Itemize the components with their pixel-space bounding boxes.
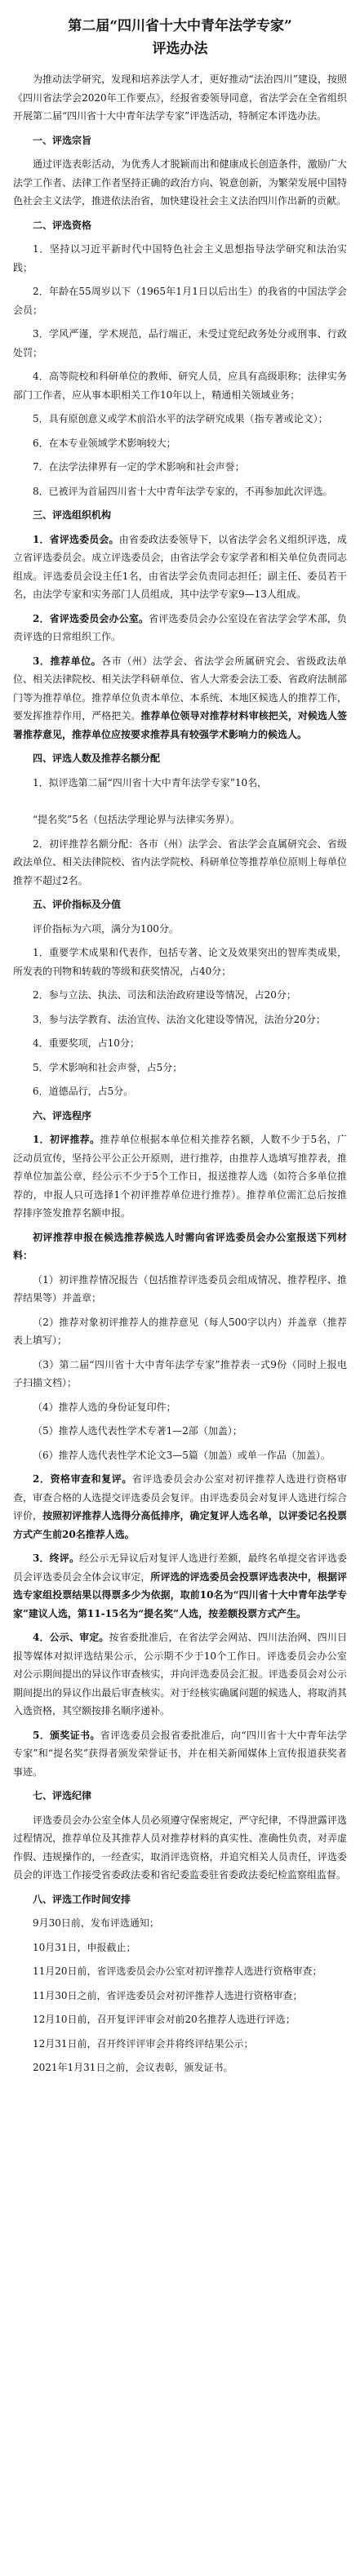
section-6-para-2-lead: 2．资格审查和复评。 bbox=[33, 1473, 132, 1485]
section-6-list-item: （6）推荐人选代表性学术论文3—5篇（加盖）或单一作品（加盖）。 bbox=[33, 1449, 331, 1461]
section-4-heading: 四、评选人数及推荐名额分配 bbox=[33, 753, 161, 764]
section-5-item: 5．学术影响和社会声誉，占5分； bbox=[33, 1061, 183, 1073]
section-6-para-3-text: 经公示无异议后对复评人选进行差额，最终名单提交省评选委员会评选委员会全体会议审定， bbox=[13, 1552, 347, 1583]
section-6-para-3-bold-text: 所评选的评选委员会投票评选表决中，根据评选专家组投票结果以得票多少为依据，取前10名为“四川省十大中青年法学专家”建议人选，第11-15名为“提名奖”人选，按差额投票方式产生。 bbox=[13, 1570, 347, 1619]
section-6-para-1-lead: 1．初评推荐。 bbox=[33, 1134, 100, 1145]
section-5-item: 1．重要学术成果和代表作，包括专著、论文及效果突出的智库类成果，所发表的刊物和转载的等级和获奖情况，占40分； bbox=[13, 947, 347, 977]
section-3-para-2-text: 省评选委员会办公室设在省法学会学术部，负责评选的日常组织工作。 bbox=[13, 612, 347, 642]
section-6-para-3-lead: 3．终评。 bbox=[33, 1552, 80, 1564]
section-6-para-5 bbox=[13, 1726, 347, 1782]
schedule-item: 9月30日前，发布评选通知； bbox=[33, 1917, 159, 1929]
section-6-note bbox=[13, 1228, 347, 1265]
schedule-item: 12月10日前，召开复评评审会对前20名推荐人选进行评选； bbox=[33, 2014, 296, 2025]
section-4-para-1b: “提名奖”5名（包括法学理论界与法律实务界）。 bbox=[33, 814, 240, 825]
section-3-para-1-text-b: 成立评选委员会，由省法学会专家学者和相关单位负责同志组成。评选委员会设主任1名，由省法学会负责同志担任；副主任、委员若干名，由法学专家和实务部门人员组成，其中法学专家9—13人组成。 bbox=[13, 552, 347, 600]
section-2-item: 1．坚持以习近平新时代中国特色社会主义思想指导法学研究和法治实践； bbox=[13, 243, 347, 273]
section-6-para-5-text: 省评选委员会报省委批准后，向“四川省十大中青年法学专家”和“提名奖”获得者颁发荣誉证书，并在相关新闻媒体上宣传报道获奖者事迹。 bbox=[13, 1729, 348, 1778]
section-5-heading: 五、评价指标及分值 bbox=[33, 899, 122, 910]
section-6-para-2 bbox=[13, 1470, 347, 1543]
section-5-item: 3．参与法学教育、法治宣传、法治文化建设等情况，法治分20分； bbox=[33, 1013, 326, 1025]
section-6-para-4 bbox=[13, 1628, 347, 1721]
section-3-para-3 bbox=[13, 652, 347, 744]
section-6-para-1 bbox=[13, 1130, 347, 1223]
section-3-para-2-lead: 2．省评选委员会办公室。 bbox=[33, 612, 149, 624]
section-7-text: 评选委员会办公室全体人员必须遵守保密规定，严守纪律，不得泄露评选过程情况，推荐单位及其推荐人员对推荐材料的真实性、准确性负责，对弄虚作假、违规操作的，一经查实，取消评选资格，并追究相关人员责任，评选委员会的评选工作接受省委政法委和省纪委监委驻省委政法委纪检监察组监督。 bbox=[13, 1814, 347, 1881]
title-line-2: 评选办法 bbox=[152, 41, 208, 57]
section-4-para-2: 2．初评推荐名额分配：各市（州）法学会、省法学会直属研究会、省级政法单位、相关法律院校、省内法学院校、科研单位等推荐单位原则上每单位推荐不超过2名。 bbox=[13, 837, 347, 886]
section-6-para-4-text: 按省委批准后，在省法学会网站、四川法治网、四川日报等媒体对拟评选结果公示，公示期不少于10个工作日。评选委员会办公室对公示期间提出的异议作审查核实，并向评选委员会汇报。评选委员会对公示期间提出的异议作出最后审查核实。对于经核实确属问题的候选人，将取消其入选资格，其空额按排名顺序递补。 bbox=[13, 1632, 347, 1717]
section-3-heading: 三、评选组织机构 bbox=[33, 509, 112, 521]
title-line-1: 第二届“四川省十大中青年法学专家” bbox=[68, 18, 292, 34]
section-1-text: 通过评选表彰活动，为优秀人才脱颖而出和健康成长创造条件，激励广大法学工作者、法律工作者坚持正确的政治方向、锐意创新，为繁荣发展中国特色社会主义法学，推进依法治省，加快建设社会主义法治四川作出新的贡献。 bbox=[13, 158, 347, 207]
schedule-item: 11月20日前，省评选委员会办公室对初评推荐人选进行资格审查； bbox=[33, 1965, 322, 1977]
section-6-para-2-text: 省评选委员会办公室对初评推荐人选进行资格审查，审查合格的人选提交评选委员会复评。由评选委员会对复评人选进行综合评价， bbox=[13, 1473, 347, 1521]
section-3-para-2 bbox=[13, 610, 347, 646]
section-6-list-item: （4）推荐人选的身份证复印件； bbox=[33, 1401, 176, 1413]
schedule-item: 2021年1月31日之前，会议表彰，颁发证书。 bbox=[33, 2062, 233, 2073]
section-2-item: 3．学风严谨，学术规范，品行端正，未受过党纪政务处分或刑事、行政处罚； bbox=[13, 328, 347, 358]
schedule-item: 10月31日，申报截止； bbox=[33, 1941, 136, 1953]
section-3-para-3-bold-text: 推荐单位领导对推荐材料审核把关，对候选人签署推荐意见，推荐单位应按要求推荐具有较强学术影响力的候选人。 bbox=[13, 710, 347, 740]
section-6-list-item: （3）第二届“四川省十大中青年法学专家”推荐表一式9份（同时上报电子扫描文档）； bbox=[13, 1358, 347, 1388]
section-3-para-3-text: 各市（州）法学会、省法学会所属研究会、省级政法单位、相关法律院校、相关法学科研单位、省人大常委会法工委、省政府法制部门等为推荐单位。推荐单位负责本单位、本系统、本地区候选人的推荐工作，要发挥推荐作用，严格把关。 bbox=[13, 655, 347, 722]
section-4-para-1: 1．拟评选第二届“四川省十大中青年法学专家”10名， bbox=[33, 776, 268, 788]
schedule-item: 12月31日前，召开终评评审会并将终评结果公示； bbox=[33, 2037, 254, 2050]
document-title bbox=[13, 15, 347, 60]
section-3-para-1 bbox=[13, 531, 347, 604]
section-1-heading: 一、评选宗旨 bbox=[33, 134, 92, 146]
schedule-item: 11月30日之前，省评选委员会对初评推荐人选进行资格审查； bbox=[33, 1989, 303, 2001]
section-6-para-3 bbox=[13, 1549, 347, 1623]
section-6-list-item: （2）推荐对象初评推荐人的推荐意见（每人500字以内）并盖章（推荐表上填写）； bbox=[13, 1316, 347, 1346]
section-2-item: 8．已被评为首届四川省十大中青年法学专家的，不再参加此次评选。 bbox=[33, 485, 333, 497]
section-6-para-1-text: 推荐单位根据本单位相关推荐名额，人数不少于5名，广泛动员宣传，坚持公平公正公开原则，进行推荐，由推荐人选填写推荐表，推荐单位加盖公章，经公示不少于5个工作日，报送推荐人选（如符合多单位推荐的，申报人只可选择1个初评推荐单位进行推荐）。推荐单位需汇总后按推荐排序签发推荐名额申报。 bbox=[13, 1134, 347, 1219]
section-8-heading: 八、评选工作时间安排 bbox=[33, 1893, 131, 1905]
section-5-item: 2．参与立法、执法、司法和法治政府建设等情况，占20分； bbox=[33, 989, 296, 1001]
section-3-para-1-lead: 1．省评选委员会。 bbox=[33, 533, 119, 545]
section-2-item: 7．在法学法律界有一定的学术影响和社会声誉； bbox=[33, 461, 245, 473]
section-6-list-item: （5）推荐人选代表性学术专著1—2部（加盖）； bbox=[33, 1425, 242, 1437]
section-5-item: 4．重要奖项，占10分； bbox=[33, 1037, 140, 1049]
section-6-para-2-bold-text: 按照初评推荐人选得分高低排序，确定复评人选名单，以评委记名投票方式产生前20名推荐人选。 bbox=[13, 1510, 347, 1540]
section-2-item: 4．高等院校和科研单位的教师、研究人员，应具有高级职称；法律实务部门工作者，应从事本职相关工作10年以上，精通相关领域业务； bbox=[13, 371, 347, 401]
section-7-heading: 七、评选纪律 bbox=[33, 1790, 92, 1801]
section-2-item: 6．在本专业领域学术影响较大； bbox=[33, 437, 176, 449]
intro-paragraph: 为推动法学研究，发现和培养法学人才，更好推动“法治四川”建设，按照《四川省法学会2020年工作要点》，经报省委领导同意，省法学会在全省组织开展第二届“四川省十大中青年法学专家”评选活动，特制定本评选办法。 bbox=[13, 73, 347, 122]
section-6-para-4-lead: 4．公示、审定。 bbox=[33, 1632, 109, 1643]
section-3-para-3-lead: 3．推荐单位。 bbox=[33, 655, 102, 667]
section-2-heading: 二、评选资格 bbox=[33, 219, 92, 231]
section-6-note-text: 初评推荐申报在候选推荐候选人时需向省评选委员会办公室报送下列材料： bbox=[13, 1231, 347, 1261]
section-5-intro: 评价指标为六项，满分为100分。 bbox=[33, 922, 179, 935]
section-2-item: 2．年龄在55周岁以下（1965年1月1日以后出生）的我省的中国法学会会员； bbox=[13, 286, 347, 316]
section-6-list-item: （1）初评推荐情况报告（包括推荐评选委员会组成情况、推荐程序、推荐结果等）并盖章； bbox=[13, 1273, 347, 1304]
section-2-item: 5．具有原创意义或学术前沿水平的法学研究成果（指专著或论文）； bbox=[33, 413, 328, 424]
section-6-para-5-lead: 5．颁奖证书。 bbox=[33, 1729, 100, 1741]
section-3-para-1-text: 由省委政法委领导下，以省法学会名义组织评选，成立省评选委员会。 bbox=[13, 533, 347, 563]
section-6-heading: 六、评选程序 bbox=[33, 1109, 92, 1121]
blank-gap bbox=[13, 797, 347, 811]
section-5-item: 6．道德品行，占5分。 bbox=[33, 1086, 134, 1097]
